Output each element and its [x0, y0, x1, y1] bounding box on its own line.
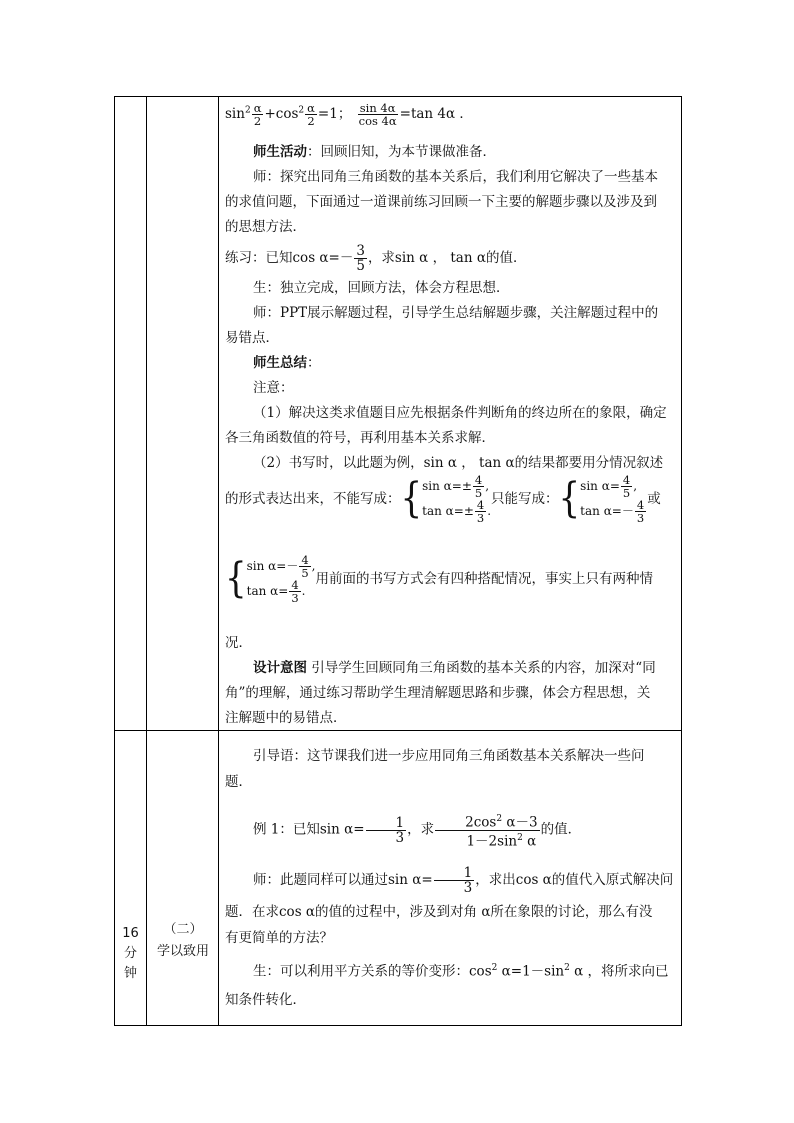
correct-system-1: sin α= $\frac{4}{5}$ , tan α=－ $\frac{4}{3}$: [580, 473, 645, 525]
part2-content: [225, 730, 677, 1026]
note2-line-c: [225, 554, 653, 604]
exercise-frac-numerator: 3: [356, 243, 365, 259]
identity-separator: ；: [337, 106, 352, 122]
note2-c-text: 用前面的书写方式会有四种搭配情况，事实上只有两种情: [315, 571, 653, 587]
note2-line-b: [225, 474, 661, 524]
teacher-line-1: 师：此题同样可以通过sin α= $\frac{1}{3}$ ，求出cos α的值代入原式解决问: [253, 865, 674, 896]
note2-line-d: 况．: [225, 635, 252, 651]
design-text-1: 引导学生回顾同角三角函数的基本关系的内容，加深对“同: [307, 660, 656, 676]
table-right-border: [681, 96, 682, 1026]
time-number: 16: [122, 926, 139, 941]
example-suffix: 的值．: [540, 821, 582, 838]
stage-name: 学以致用: [156, 944, 209, 959]
intro-line-2: 题．: [225, 774, 252, 790]
exercise-prefix: 练习：已知cos α=－: [225, 250, 354, 266]
example-expression: $\frac{2\cos^2 \alpha-3}{1-2\sin^2 \alpha}$: [435, 812, 539, 848]
brace-2: {: [558, 475, 581, 523]
note2-b-pre: 的形式表达出来，不能写成：: [225, 491, 401, 507]
part1-content: [225, 96, 677, 730]
design-line-3: 注解题中的易错点．: [225, 710, 347, 726]
time-cell: [114, 924, 147, 984]
teacher-1-post: ，求出cos α的值代入原式解决问: [475, 872, 674, 888]
time-unit-1: 分: [123, 946, 137, 961]
student-pre: 生：可以利用平方关系的等价变形：cos: [253, 963, 492, 980]
example-frac-numerator: 1: [366, 816, 407, 831]
teacher-para-1: 师：探究出同角三角函数的基本关系后，我们利用它解决了一些基本: [253, 169, 658, 185]
stage-cell: [147, 919, 219, 963]
intro-line-1: 引导语：这节课我们进一步应用同角三角函数基本关系解决一些问: [253, 748, 645, 764]
brace-1: {: [400, 475, 423, 523]
note2-b-post: 或: [647, 491, 661, 507]
student-post: α ，将所求向已: [569, 963, 669, 980]
table-left-border: [114, 96, 115, 1026]
example-mid: ，求: [407, 821, 435, 838]
summary-label: 师生总结: [253, 355, 307, 371]
note2-b-mid: 只能写成：: [491, 491, 559, 507]
exercise-frac-denominator: 5: [356, 258, 365, 274]
example-frac-denominator: 3: [395, 829, 405, 846]
note-label: 注意：: [253, 380, 294, 396]
note1-line-b: 各三角函数值的符号，再利用基本关系求解．: [225, 430, 495, 446]
summary-colon: ：: [307, 355, 321, 371]
activity-label: 师生活动: [253, 144, 307, 160]
note2-line-a: （2）书写时，以此题为例，sin α ， tan α的结果都要用分情况叙述: [253, 455, 664, 471]
identity-formulas: $\sin^2$ $\frac{\alpha}{2}$ $+\cos^2$ $\frac{\alpha}{2}$ =1； $\frac{\sin 4\alpha}{\cos 4\alpha}$ =tan 4α ．: [225, 101, 473, 128]
design-label: 设计意图: [253, 660, 307, 676]
teacher-line-2: 题．在求cos α的值的过程中，涉及到对角 α所在象限的讨论，那么有没: [225, 904, 653, 920]
exercise-line: [225, 244, 526, 273]
example-line: [225, 812, 581, 848]
time-unit-2: 钟: [123, 966, 137, 981]
activity-line: [225, 144, 496, 160]
table-col-divider-1: [146, 96, 147, 1026]
teacher-1-pre: 师：此题同样可以通过sin α=: [253, 872, 433, 888]
correct-system-2: sin α=－ $\frac{4}{5}$ , tan α= $\frac{4}{3}$ .: [246, 553, 316, 605]
activity-text: ：回顾旧知，为本节课做准备．: [307, 144, 496, 160]
teacher-ppt-2: 易错点．: [225, 330, 279, 346]
teacher-ppt-1: 师：PPT展示解题过程，引导学生总结解题步骤，关注解题过程中的: [253, 305, 659, 321]
design-line-1: [225, 660, 656, 676]
note1-line-a: （1）解决这类求值题目应先根据条件判断角的终边所在的象限，确定: [253, 405, 667, 421]
summary-line: [225, 355, 321, 371]
teacher-para-2: 的求值问题，下面通过一道课前练习回顾一下主要的解题步骤以及涉及到: [225, 194, 657, 210]
wrong-system: sin α=± $\frac{4}{5}$ , tan α=± $\frac{4}{3}$ .: [422, 473, 492, 525]
table-col-divider-2: [218, 96, 219, 1026]
example-prefix: 例 1：已知sin α=: [253, 821, 365, 838]
brace-3: {: [225, 555, 247, 603]
exercise-suffix: ，求sin α ， tan α的值．: [367, 250, 527, 266]
student-line-1: 生：可以利用平方关系的等价变形：$\cos^2 \alpha=1-\sin^2$ α ，将所求向已: [253, 963, 669, 980]
student-line: 生：独立完成，回顾方法，体会方程思想．: [253, 280, 510, 296]
student-mid: α=1－sin: [497, 963, 565, 980]
teacher-para-3: 的思想方法．: [225, 219, 306, 235]
design-line-2: 角”的理解，通过练习帮助学生理清解题思路和步骤，体会方程思想，关: [225, 685, 651, 701]
student-line-2: 知条件转化．: [225, 992, 306, 1008]
stage-number: （二）: [163, 922, 203, 937]
teacher-line-3: 有更简单的方法？: [225, 930, 333, 946]
